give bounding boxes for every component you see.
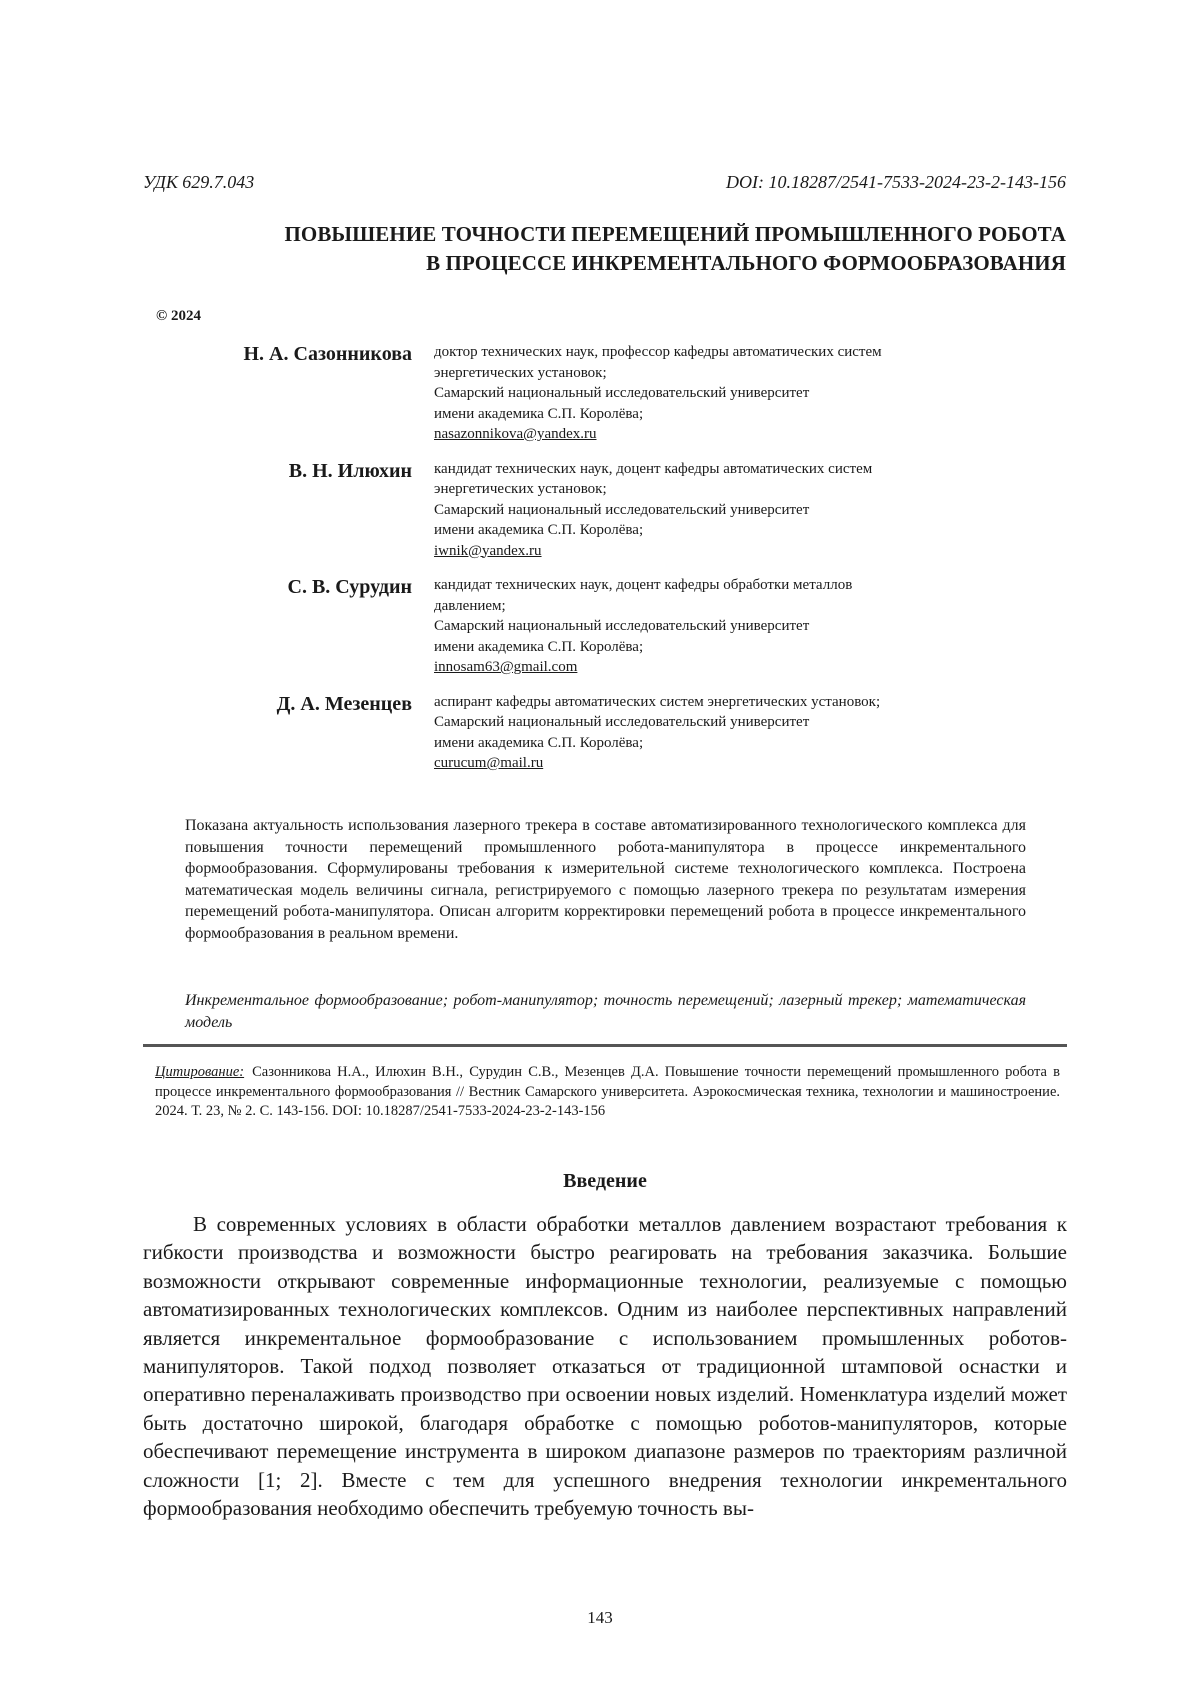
article-title [116,220,1066,278]
author-email-link[interactable]: nasazonnikova@yandex.ru [434,426,597,442]
title-line-2: В ПРОЦЕССЕ ИНКРЕМЕНТАЛЬНОГО ФОРМООБРАЗОВАНИЯ [426,251,1066,275]
affiliation-line: имени академика С.П. Королёва; [434,405,644,422]
header-line [143,172,1066,193]
author-name: В. Н. Илюхин [288,459,412,482]
affiliation-line: давлением; [434,597,506,614]
citation-block [155,1063,1060,1122]
doi: DOI: 10.18287/2541-7533-2024-23-2-143-156 [726,172,1066,192]
affiliation-line: Самарский национальный исследовательский университет [434,385,810,401]
affiliation-line: Самарский национальный исследовательский университет [434,501,810,518]
affiliation-line: имени академика С.П. Королёва; [434,734,644,751]
keywords: Инкрементальное формообразование; робот-манипулятор; точность перемещений; лазерный трекер; математическая модель [185,992,1026,1031]
affiliation-line: имени академика С.П. Королёва; [434,638,644,655]
citation-label: Цитирование: [155,1064,245,1080]
affiliation-line: Самарский национальный исследовательский университет [434,714,810,730]
author-affiliation [434,575,852,678]
affiliation-line: энергетических установок; [434,364,607,381]
authors-list [150,342,1050,788]
paragraph-text: В современных условиях в области обработки металлов давлением возрастают требования к гибкости производства и возможности быстро реагировать на требования заказчика. Большие возможности открывают современные информационные технологии, реализуемые с помощью автоматизированных технологических комплексов. Одним из наиболее перспективных направлений является инкрементальное формообразование с использованием промышленных роботов-манипуляторов. Такой подход позволяет отказаться от традиционной штамповой оснастки и оперативно переналаживать производство при освоении новых изделий. Номенклатура изделий может быть достаточно широкой, благодаря обработке с помощью роботов-манипуляторов, которые обеспечивают перемещение инструмента в широком диапазоне размеров по траекториям различной сложности [1; 2]. Вместе с тем для успешного внедрения технологии инкрементального формообразования необходимо обеспечить требуемую точность вы- [143,1212,1067,1521]
affiliation-line: имени академика С.П. Королёва; [434,522,644,538]
section-heading: Введение [563,1170,647,1192]
author-affiliation [434,459,872,562]
title-line-1: ПОВЫШЕНИЕ ТОЧНОСТИ ПЕРЕМЕЩЕНИЙ ПРОМЫШЛЕННОГО РОБОТА [284,222,1066,246]
udc-code: УДК 629.7.043 [143,172,255,192]
section-divider [143,1044,1067,1047]
author-affiliation [434,692,880,774]
author-email-link[interactable]: iwnik@yandex.ru [434,542,542,559]
affiliation-line: кандидат технических наук, доцент кафедры автоматических систем [434,460,873,477]
author-entry [150,459,1050,562]
body-paragraph [143,1210,1067,1522]
copyright: © 2024 [156,308,201,324]
author-email-link[interactable]: curucum@mail.ru [434,755,544,771]
page-number: 143 [587,1608,613,1627]
author-name: Н. А. Сазонникова [243,343,412,365]
affiliation-line: кандидат технических наук, доцент кафедры обработки металлов [434,577,853,593]
author-name: Д. А. Мезенцев [276,692,412,715]
affiliation-line: энергетических установок; [434,481,607,497]
author-name: С. В. Сурудин [287,576,412,598]
affiliation-line: аспирант кафедры автоматических систем энергетических установок; [434,693,881,710]
affiliation-line: Самарский национальный исследовательский университет [434,618,810,634]
author-email-link[interactable]: innosam63@gmail.com [434,659,578,675]
author-entry [150,692,1050,774]
abstract: Показана актуальность использования лазерного трекера в составе автоматизированного технологического комплекса для повышения точности перемещений промышленного робота-манипулятора в процессе инкрементального формообразования. Сформулированы требования к измерительной системе технологического комплекса. Построена математическая модель величины сигнала, регистрируемого с помощью лазерного трекера по результатам измерения перемещений робота-манипулятора. Описан алгоритм корректировки перемещений робота в процессе инкрементального формообразования в реальном времени. [185,817,1026,942]
citation-text: Сазонникова Н.А., Илюхин В.Н., Сурудин С.В., Мезенцев Д.А. Повышение точности перемещений промышленного робота в процессе инкрементального формообразования // Вестник Самарского университета. Аэрокосмическая техника, технологии и машиностроение. 2024. Т. 23, № 2. С. 143-156. DOI: 10.18287/2541-7533-2024-23-2-143-156 [155,1064,1060,1119]
author-entry [150,342,1050,445]
affiliation-line: доктор технических наук, профессор кафедры автоматических систем [434,344,882,360]
author-affiliation [434,342,882,445]
author-entry [150,575,1050,678]
